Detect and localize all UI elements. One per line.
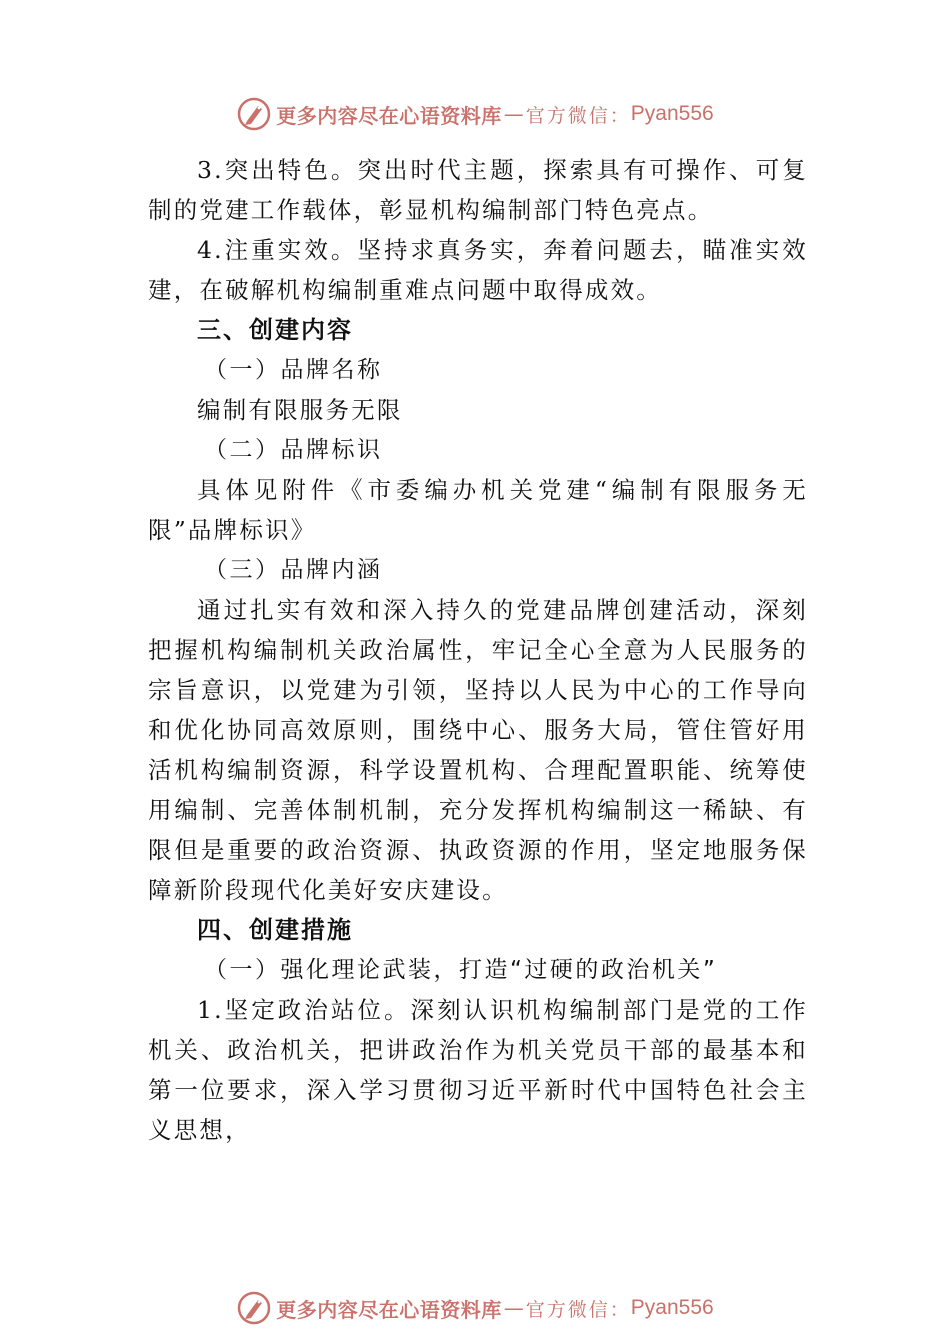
- paragraph-highlight-features: 3.突出特色。突出时代主题，探索具有可操作、可复制的党建工作载体，彰显机构编制部门特色亮点。: [148, 156, 808, 224]
- pen-nib-logo-icon: [236, 1290, 272, 1326]
- banner-wechat-id: Pyan556: [630, 102, 714, 125]
- section-heading-creation-measures: 四、创建措施: [197, 916, 353, 944]
- banner-brand-text: 更多内容尽在心语资料库: [276, 103, 502, 128]
- banner-wechat-id: Pyan556: [630, 1296, 714, 1319]
- pen-nib-logo-icon: [236, 96, 272, 132]
- subheading-brand-meaning: （三）品牌内涵: [204, 557, 383, 583]
- paragraph-brand-logo: 具体见附件《市委编办机关党建“编制有限服务无限”品牌标识》: [148, 476, 808, 544]
- banner-dash: —: [503, 102, 524, 126]
- subheading-brand-logo: （二）品牌标识: [204, 437, 383, 463]
- banner-wechat-label: 官方微信：: [525, 1298, 631, 1321]
- paragraph-political-stance: 1.坚定政治站位。深刻认识机构编制部门是党的工作机关、政治机关，把讲政治作为机关党员干部的最基本和第一位要求，深入学习贯彻习近平新时代中国特色社会主义思想，: [148, 996, 808, 1144]
- subheading-brand-name: （一）品牌名称: [204, 357, 383, 383]
- banner-wechat-label: 官方微信：: [525, 104, 631, 127]
- subheading-theory-armament: （一）强化理论武装，打造“过硬的政治机关”: [204, 957, 718, 983]
- banner-dash: —: [503, 1296, 524, 1320]
- document-body: [148, 150, 808, 1150]
- paragraph-brand-name: 编制有限服务无限: [197, 396, 403, 424]
- footer-watermark-banner: [0, 1286, 950, 1330]
- header-watermark-banner: [0, 92, 950, 136]
- paragraph-focus-effectiveness: 4.注重实效。坚持求真务实，奔着问题去，瞄准实效建，在破解机构编制重难点问题中取得成效。: [148, 236, 808, 304]
- banner-brand-text: 更多内容尽在心语资料库: [276, 1297, 502, 1322]
- paragraph-brand-meaning: 通过扎实有效和深入持久的党建品牌创建活动，深刻把握机构编制机关政治属性，牢记全心全意为人民服务的宗旨意识，以党建为引领，坚持以人民为中心的工作导向和优化协同高效原则，围绕中心、服务大局，管住管好用活机构编制资源，科学设置机构、合理配置职能、统筹使用编制、完善体制机制，充分发挥机构编制这一稀缺、有限但是重要的政治资源、执政资源的作用，坚定地服务保障新阶段现代化美好安庆建设。: [148, 596, 808, 904]
- section-heading-creation-content: 三、创建内容: [197, 316, 353, 344]
